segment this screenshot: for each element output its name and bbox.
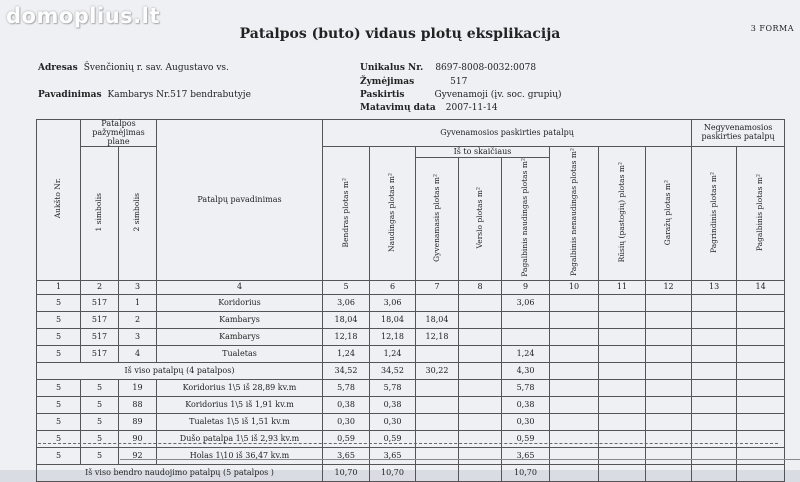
table-cell: 5,78 [502, 379, 550, 396]
table-cell: Koridorius 1\5 iš 28,89 kv.m [157, 379, 323, 396]
header-aux-nonuseful: Pagalbinis nenaudingas plotas m² [550, 147, 599, 281]
table-cell [646, 294, 692, 311]
measure-date-row [360, 103, 498, 113]
table-cell: 5 [37, 328, 81, 345]
table-cell [550, 464, 599, 481]
purpose-value: Gyvenamoji (įv. soc. grupių) [434, 90, 562, 100]
col-number: 3 [119, 280, 157, 294]
table-row [37, 396, 785, 413]
col-number: 1 [37, 280, 81, 294]
header-nl-aux: Pagalbinis plotas m² [737, 147, 785, 281]
table-cell: 0,30 [323, 413, 370, 430]
table-cell [459, 294, 502, 311]
table-cell [737, 328, 785, 345]
table-cell [599, 345, 646, 362]
address-label: Adresas [38, 63, 78, 73]
table-cell [502, 328, 550, 345]
table-cell [646, 379, 692, 396]
table-cell [416, 430, 459, 447]
table-cell [416, 379, 459, 396]
table-cell [646, 396, 692, 413]
table-cell: 5 [37, 396, 81, 413]
table-cell [737, 464, 785, 481]
table-cell [459, 379, 502, 396]
header-storage: Rūsių (pastogių) plotas m² [599, 147, 646, 281]
table-cell [692, 294, 737, 311]
table-cell: 3,65 [370, 447, 416, 464]
table-cell: 0,38 [323, 396, 370, 413]
table-cell [550, 362, 599, 379]
measure-date-value: 2007-11-14 [445, 103, 498, 113]
table-row [37, 345, 785, 362]
table-cell: 5 [81, 430, 119, 447]
table-row [37, 328, 785, 345]
table-cell [692, 362, 737, 379]
header-living-part: Gyvenamosios paskirties patalpų [323, 120, 692, 147]
table-cell [646, 413, 692, 430]
table-cell [646, 311, 692, 328]
table-cell [692, 379, 737, 396]
document-title: Patalpos (buto) vidaus plotų eksplikacija [239, 26, 561, 42]
header-of-which: Iš to skaičiaus [416, 147, 550, 158]
table-cell [692, 447, 737, 464]
table-cell: 5 [81, 413, 119, 430]
name-row [38, 90, 251, 100]
table-cell: Kambarys [157, 311, 323, 328]
name-value: Kambarys Nr.517 bendrabutyje [107, 90, 251, 100]
table-cell [416, 447, 459, 464]
table-cell [416, 464, 459, 481]
table-cell [692, 345, 737, 362]
table-cell: 3,65 [502, 447, 550, 464]
table-cell: Tualetas 1\5 iš 1,51 kv.m [157, 413, 323, 430]
table-cell: 4 [119, 345, 157, 362]
header-garage: Garažų plotas m² [646, 147, 692, 281]
header-room-name: Patalpų pavadinimas [157, 120, 323, 281]
area-table [36, 119, 785, 482]
table-cell: 5 [37, 447, 81, 464]
col-number: 10 [550, 280, 599, 294]
header-useful-area: Naudingas plotas m² [370, 147, 416, 281]
marking-row [360, 77, 467, 87]
table-cell: 18,04 [370, 311, 416, 328]
table-cell [646, 464, 692, 481]
table-cell [646, 328, 692, 345]
bottom-divider [38, 443, 778, 444]
table-cell: 3,06 [370, 294, 416, 311]
table-cell: 10,70 [370, 464, 416, 481]
table-cell [737, 413, 785, 430]
table-row [37, 430, 785, 447]
total-row [37, 362, 785, 379]
address-row [38, 63, 229, 73]
table-cell [599, 362, 646, 379]
table-cell [459, 396, 502, 413]
table-cell [737, 430, 785, 447]
table-cell: 0,38 [502, 396, 550, 413]
unique-number-value: 8697-8008-0032:0078 [435, 63, 537, 73]
table-cell: 12,18 [416, 328, 459, 345]
total-label: Iš viso bendro naudojimo patalpų (5 patalpos ) [37, 464, 323, 481]
table-cell [550, 294, 599, 311]
table-cell: 12,18 [323, 328, 370, 345]
table-cell [550, 430, 599, 447]
table-cell: 517 [81, 328, 119, 345]
total-row [37, 464, 785, 481]
purpose-row [360, 90, 562, 100]
table-cell [599, 328, 646, 345]
table-cell: 3,65 [323, 447, 370, 464]
table-cell: 0,59 [370, 430, 416, 447]
table-cell: 5 [37, 294, 81, 311]
table-cell [550, 413, 599, 430]
table-cell [737, 362, 785, 379]
table-cell: 5 [37, 345, 81, 362]
measure-date-label: Matavimų data [360, 103, 436, 113]
header-living-area: Gyvenamasis plotas m² [416, 158, 459, 281]
table-cell: 12,18 [370, 328, 416, 345]
table-cell: 517 [81, 345, 119, 362]
header-total-area: Bendras plotas m² [323, 147, 370, 281]
bottom-divider-2 [120, 459, 800, 460]
col-number: 6 [370, 280, 416, 294]
table-cell [459, 311, 502, 328]
table-cell: 5 [81, 396, 119, 413]
table-cell [550, 396, 599, 413]
table-cell: 18,04 [323, 311, 370, 328]
table-cell: 0,30 [370, 413, 416, 430]
table-cell [599, 413, 646, 430]
table-cell: 10,70 [502, 464, 550, 481]
table-cell: 5 [81, 447, 119, 464]
col-number: 12 [646, 280, 692, 294]
table-cell: 5,78 [370, 379, 416, 396]
table-cell [416, 345, 459, 362]
table-cell: 18,04 [416, 311, 459, 328]
col-number: 7 [416, 280, 459, 294]
table-cell [416, 396, 459, 413]
table-row [37, 311, 785, 328]
header-symbol-1: 1 simbolis [81, 147, 119, 281]
total-label: Iš viso patalpų (4 patalpos) [37, 362, 323, 379]
form-number: 3 FORMA [750, 24, 794, 33]
table-cell: 1,24 [323, 345, 370, 362]
table-cell: 5 [37, 379, 81, 396]
table-cell [459, 447, 502, 464]
table-cell: 1 [119, 294, 157, 311]
table-cell [550, 328, 599, 345]
table-cell [599, 447, 646, 464]
table-cell: 3,06 [502, 294, 550, 311]
table-cell [599, 379, 646, 396]
table-cell: 0,38 [370, 396, 416, 413]
table-cell: Koridorius [157, 294, 323, 311]
table-cell [646, 447, 692, 464]
table-cell [737, 345, 785, 362]
col-number: 5 [323, 280, 370, 294]
table-cell [646, 430, 692, 447]
table-cell [646, 362, 692, 379]
table-row [37, 294, 785, 311]
table-cell: 5 [37, 430, 81, 447]
table-cell [599, 396, 646, 413]
table-cell [737, 294, 785, 311]
table-row [37, 379, 785, 396]
unique-number-label: Unikalus Nr. [360, 63, 424, 73]
header-marking-plan: Patalpos pažymėjimas plane [81, 120, 157, 147]
col-number: 11 [599, 280, 646, 294]
table-cell: 3,06 [323, 294, 370, 311]
header-symbol-2: 2 simbolis [119, 147, 157, 281]
table-cell: Kambarys [157, 328, 323, 345]
table-cell [692, 413, 737, 430]
table-cell: 5 [81, 379, 119, 396]
address-value: Švenčionių r. sav. Augustavo vs. [83, 63, 229, 73]
col-number: 8 [459, 280, 502, 294]
table-cell [459, 430, 502, 447]
table-cell [692, 396, 737, 413]
table-cell [737, 311, 785, 328]
table-row [37, 413, 785, 430]
table-cell: 3 [119, 328, 157, 345]
table-cell: Dušo patalpa 1\5 iš 2,93 kv.m [157, 430, 323, 447]
table-cell: 19 [119, 379, 157, 396]
table-cell [550, 311, 599, 328]
table-cell [459, 413, 502, 430]
table-cell [692, 464, 737, 481]
table-cell: 0,59 [323, 430, 370, 447]
table-cell: 5 [37, 311, 81, 328]
table-cell: 89 [119, 413, 157, 430]
marking-value: 517 [450, 77, 468, 87]
col-number: 2 [81, 280, 119, 294]
table-cell [550, 345, 599, 362]
column-numbers-row [37, 280, 785, 294]
header-business-area: Verslo plotas m² [459, 158, 502, 281]
table-cell: 34,52 [323, 362, 370, 379]
table-cell [502, 311, 550, 328]
table-cell: Holas 1\10 iš 36,47 kv.m [157, 447, 323, 464]
table-cell: 5 [37, 413, 81, 430]
table-cell: 1,24 [370, 345, 416, 362]
watermark-logo: domoplius.lt [6, 4, 160, 28]
unique-number-row [360, 63, 536, 73]
header-nonliving-part: Negyvenamosios paskirties patalpų [692, 120, 785, 147]
table-cell: 0,59 [502, 430, 550, 447]
table-cell [737, 379, 785, 396]
table-cell [599, 311, 646, 328]
table-cell: 5,78 [323, 379, 370, 396]
table-cell: 30,22 [416, 362, 459, 379]
col-number: 13 [692, 280, 737, 294]
table-cell [599, 430, 646, 447]
table-cell [599, 464, 646, 481]
table-cell [737, 447, 785, 464]
table-cell [692, 430, 737, 447]
table-cell [416, 413, 459, 430]
table-row [37, 447, 785, 464]
purpose-label: Paskirtis [360, 90, 405, 100]
table-cell [692, 311, 737, 328]
col-number: 4 [157, 280, 323, 294]
table-cell: 88 [119, 396, 157, 413]
table-cell [737, 396, 785, 413]
header-floor-no: Aukšto Nr. [37, 120, 81, 281]
table-cell: 517 [81, 294, 119, 311]
table-cell [459, 328, 502, 345]
table-cell [550, 379, 599, 396]
table-cell: 2 [119, 311, 157, 328]
table-cell [459, 464, 502, 481]
table-cell: 517 [81, 311, 119, 328]
marking-label: Žymėjimas [360, 77, 415, 87]
table-cell [692, 328, 737, 345]
table-cell: 4,30 [502, 362, 550, 379]
header-aux-useful: Pagalbinis naudingas plotas m² [502, 158, 550, 281]
table-cell: 10,70 [323, 464, 370, 481]
table-cell: 0,30 [502, 413, 550, 430]
table-cell [550, 447, 599, 464]
header-nl-main: Pagrindinis plotas m² [692, 147, 737, 281]
table-cell: 90 [119, 430, 157, 447]
name-label: Pavadinimas [38, 90, 102, 100]
table-cell [599, 294, 646, 311]
table-cell [416, 294, 459, 311]
table-cell [459, 362, 502, 379]
table-cell: 1,24 [502, 345, 550, 362]
table-cell: Koridorius 1\5 iš 1,91 kv.m [157, 396, 323, 413]
table-cell: Tualetas [157, 345, 323, 362]
col-number: 9 [502, 280, 550, 294]
table-cell [459, 345, 502, 362]
table-cell: 92 [119, 447, 157, 464]
table-cell [646, 345, 692, 362]
table-cell: 34,52 [370, 362, 416, 379]
col-number: 14 [737, 280, 785, 294]
